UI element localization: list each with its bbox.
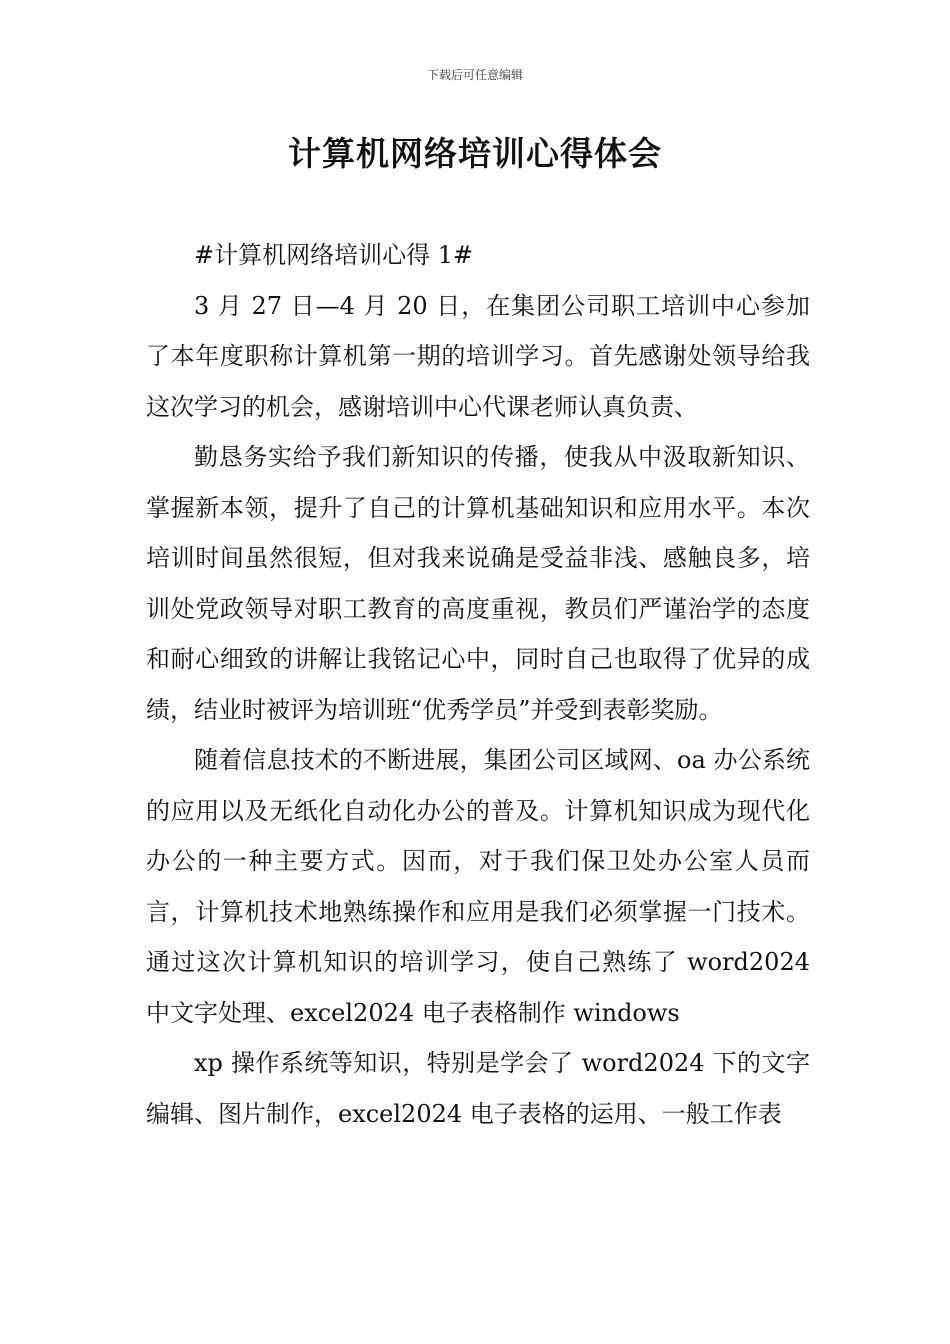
document-body (146, 230, 810, 1139)
paragraph: 3 月 27 日—4 月 20 日，在集团公司职工培训中心参加了本年度职称计算机第一期的培训学习。首先感谢处领导给我这次学习的机会，感谢培训中心代课老师认真负责、 (146, 291, 810, 421)
paragraph: xp 操作系统等知识，特别是学会了 word2024 下的文字编辑、图片制作，excel2024 电子表格的运用、一般工作表 (146, 1049, 810, 1128)
section-heading: #计算机网络培训心得 1# (194, 241, 474, 269)
paragraph: 随着信息技术的不断进展，集团公司区域网、oa 办公系统的应用以及无纸化自动化办公的普及。计算机知识成为现代化办公的一种主要方式。因而，对于我们保卫处办公室人员而言，计算机技术地熟练操作和应用是我们必须掌握一门技术。通过这次计算机知识的培训学习，使自己熟练了 word2024 中文字处理、excel2024 电子表格制作 windows (146, 746, 810, 1027)
document-title: 计算机网络培训心得体会 (288, 134, 662, 173)
paragraph: 勤恳务实给予我们新知识的传播，使我从中汲取新知识、掌握新本领，提升了自己的计算机基础知识和应用水平。本次培训时间虽然很短，但对我来说确是受益非浅、感触良多，培训处党政领导对职工教育的高度重视，教员们严谨治学的态度和耐心细致的讲解让我铭记心中，同时自己也取得了优异的成绩，结业时被评为培训班“优秀学员”并受到表彰奖励。 (146, 443, 810, 724)
header-note: 下载后可任意编辑 (426, 68, 523, 82)
